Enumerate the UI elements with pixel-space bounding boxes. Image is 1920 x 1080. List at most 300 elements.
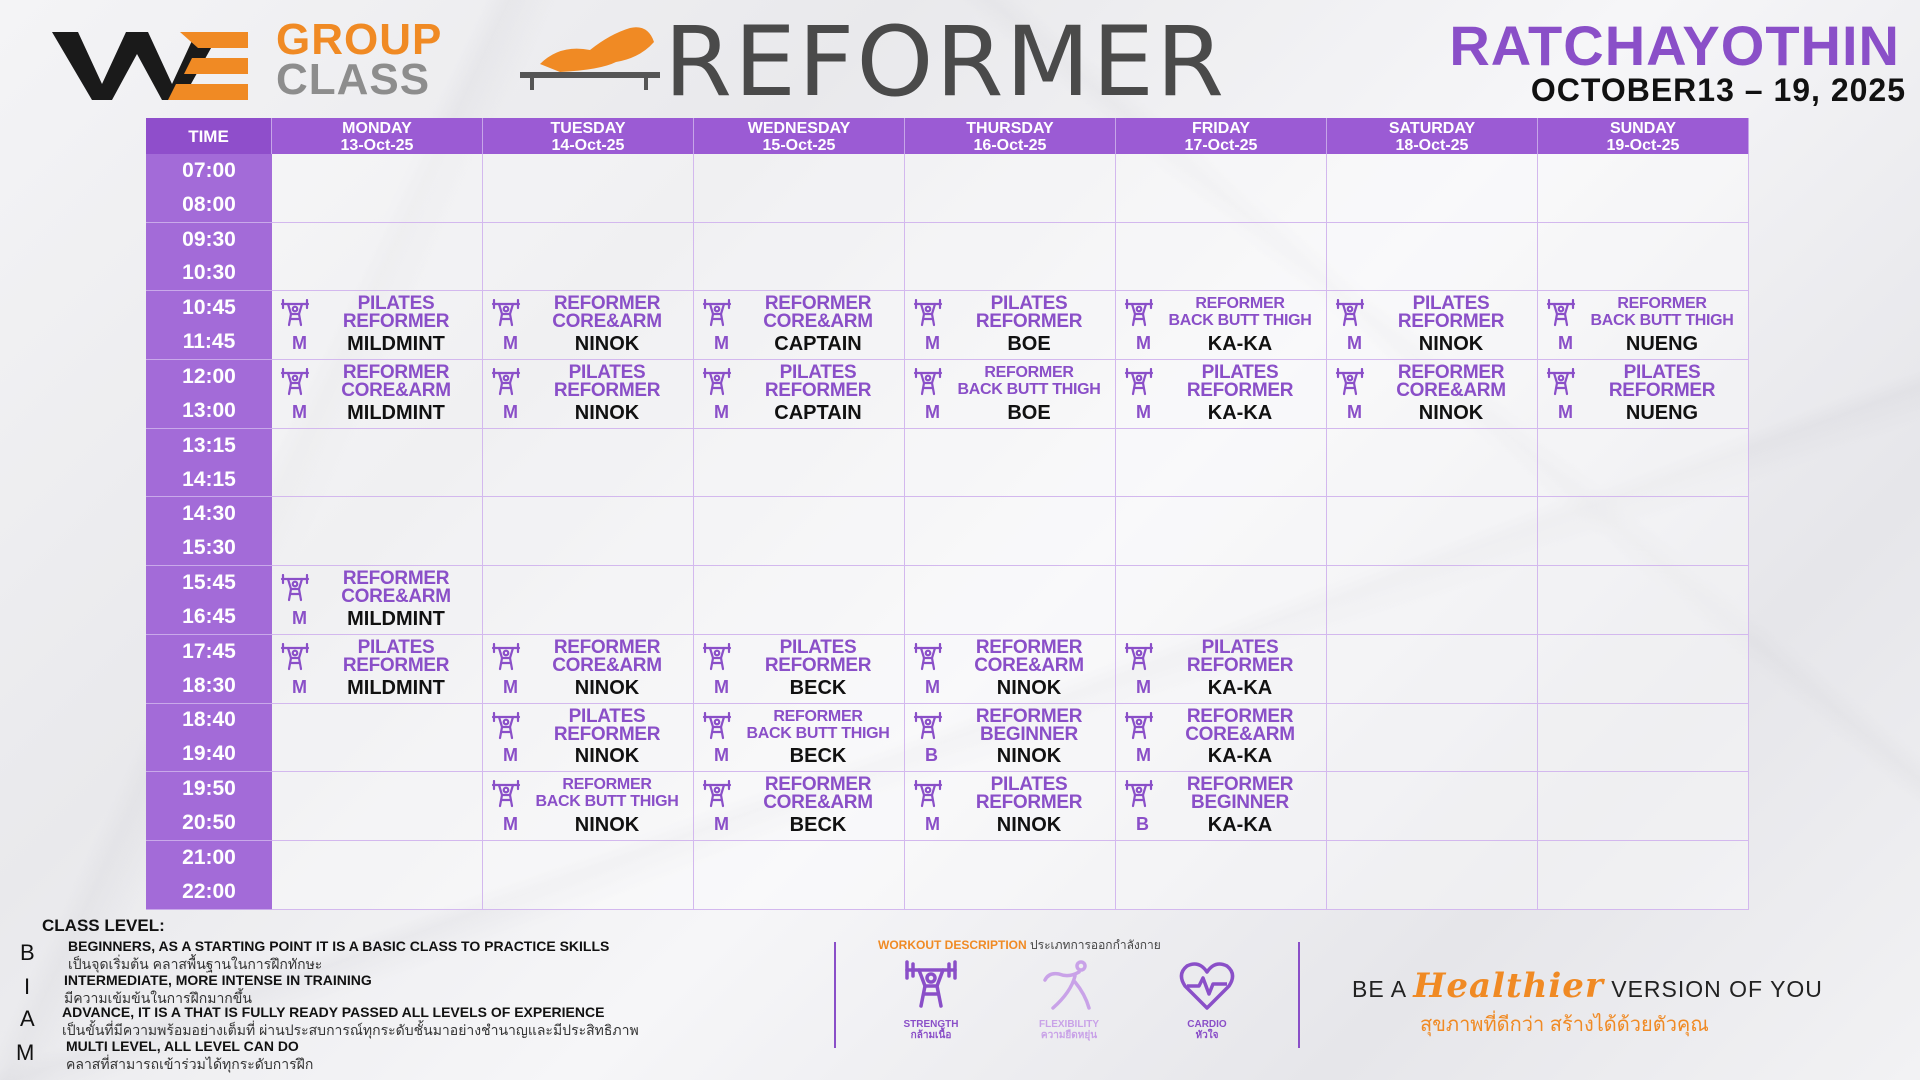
level-letter: I <box>24 974 31 999</box>
class-level: M <box>1558 401 1573 422</box>
class-name-line1: REFORMER <box>764 293 872 315</box>
class-name <box>736 364 900 400</box>
level-letter: B <box>20 940 35 965</box>
strength-icon <box>901 958 961 1014</box>
schedule-cell <box>1538 154 1749 223</box>
day-name: SUNDAY <box>1609 120 1677 137</box>
slot-end: 18:30 <box>182 673 236 697</box>
coach-name: NINOK <box>574 333 640 356</box>
class-name-line2: BACK BUTT THIGH <box>957 381 1101 399</box>
schedule-cell <box>272 223 483 292</box>
class-level: M <box>714 813 729 834</box>
schedule-cell <box>694 635 905 704</box>
class-name-line1: REFORMER <box>1397 362 1505 384</box>
coach-name: NINOK <box>574 676 640 699</box>
schedule-cell <box>905 841 1116 910</box>
coach-name: KA-KA <box>1207 333 1273 356</box>
class-name-line2: REFORMER <box>553 723 661 745</box>
schedule-cell <box>272 291 483 360</box>
schedule-cell <box>1327 360 1538 429</box>
schedule-cell <box>483 223 694 292</box>
slot-end: 15:30 <box>182 536 236 560</box>
schedule-cell <box>1327 429 1538 498</box>
strength-icon <box>913 368 943 396</box>
schedule-cell <box>905 291 1116 360</box>
schedule-cell <box>905 704 1116 773</box>
class-level: M <box>925 813 940 834</box>
coach-name: KA-KA <box>1207 813 1273 836</box>
strength-icon <box>280 299 310 327</box>
class-block[interactable] <box>905 360 1115 428</box>
day-name: FRIDAY <box>1191 120 1251 137</box>
strength-icon <box>491 368 521 396</box>
strength-icon <box>702 299 732 327</box>
class-name <box>947 705 1111 745</box>
strength-icon <box>702 780 732 808</box>
class-block[interactable] <box>1327 360 1537 428</box>
class-block[interactable] <box>272 566 482 634</box>
slot-end: 19:40 <box>182 742 236 766</box>
coach-name: MILDMINT <box>347 333 445 356</box>
coach-name: NINOK <box>574 813 640 836</box>
slogan <box>1352 966 1823 1006</box>
group-label: GROUP <box>276 15 443 64</box>
level-desc-th: เป็นจุดเริ่มต้น คลาสพื้นฐานในการฝึกทักษะ <box>68 956 323 972</box>
class-name-line1: PILATES <box>1412 293 1490 315</box>
class-level: M <box>1347 401 1362 422</box>
class-name-line2: CORE&ARM <box>974 654 1084 676</box>
coach-name: KA-KA <box>1207 745 1273 768</box>
reformer-title: REFORMER <box>664 6 1227 118</box>
time-slot <box>146 497 272 566</box>
slot-start: 17:45 <box>182 639 236 663</box>
class-name-line2: REFORMER <box>1186 654 1294 676</box>
class-level: M <box>714 676 729 697</box>
coach-name: BOE <box>1007 333 1051 356</box>
class-name-line2: CORE&ARM <box>552 654 662 676</box>
divider <box>1298 942 1300 1048</box>
schedule-cell <box>1538 360 1749 429</box>
class-name-line2: REFORMER <box>1608 380 1716 402</box>
class-block[interactable] <box>1116 291 1326 359</box>
day-header <box>1327 118 1538 154</box>
coach-name: MILDMINT <box>347 676 445 699</box>
schedule-cell <box>483 704 694 773</box>
slot-end: 13:00 <box>182 398 236 422</box>
workout-description-title <box>878 936 1161 955</box>
class-label: CLASS <box>276 55 431 104</box>
class-name-line1: PILATES <box>1201 362 1279 384</box>
level-desc-en: ADVANCE, IT IS A THAT IS FULLY READY PASSED ALL LEVELS OF EXPERIENCE <box>62 1004 605 1020</box>
class-block[interactable] <box>694 635 904 703</box>
strength-icon <box>491 643 521 671</box>
coach-name: NINOK <box>996 676 1062 699</box>
schedule-cell <box>1327 566 1538 635</box>
schedule-cell <box>1116 497 1327 566</box>
class-block[interactable] <box>272 635 482 703</box>
schedule-cell <box>694 429 905 498</box>
class-name-line2: BEGINNER <box>1191 792 1289 814</box>
strength-icon <box>491 780 521 808</box>
schedule-cell <box>483 360 694 429</box>
class-block[interactable] <box>1538 291 1748 359</box>
slot-start: 07:00 <box>182 158 236 182</box>
schedule-cell <box>905 772 1116 841</box>
class-name-line1: PILATES <box>1201 636 1279 658</box>
class-block[interactable] <box>1116 704 1326 772</box>
class-name-line1: REFORMER <box>975 636 1083 658</box>
class-block[interactable] <box>483 360 693 428</box>
class-name <box>736 636 900 676</box>
class-name-line1: PILATES <box>357 636 435 658</box>
time-slot <box>146 360 272 429</box>
schedule-cell <box>483 291 694 360</box>
class-name-line2: BACK BUTT THIGH <box>1168 312 1312 330</box>
class-name-line2: CORE&ARM <box>341 380 451 402</box>
class-block[interactable] <box>1327 291 1537 359</box>
schedule-cell <box>272 429 483 498</box>
strength-icon <box>1335 299 1365 327</box>
class-name <box>314 295 478 331</box>
slot-end: 22:00 <box>182 879 236 903</box>
slot-end: 16:45 <box>182 604 236 628</box>
level-desc-th: มีความเข้มข้นในการฝึกมากขึ้น <box>64 990 252 1006</box>
day-name: MONDAY <box>342 120 412 137</box>
schedule-cell <box>272 154 483 223</box>
coach-name: MILDMINT <box>347 607 445 630</box>
day-header <box>1538 118 1749 154</box>
class-name <box>1158 364 1322 400</box>
class-name-line1: PILATES <box>990 293 1068 315</box>
class-name-line1: PILATES <box>568 705 646 727</box>
class-name-line1: REFORMER <box>342 362 450 384</box>
level-desc-en: MULTI LEVEL, ALL LEVEL CAN DO <box>66 1038 299 1054</box>
schedule-cell <box>272 360 483 429</box>
class-block[interactable] <box>1116 360 1326 428</box>
class-level-title: CLASS LEVEL: <box>42 916 165 935</box>
class-name-line1: PILATES <box>990 774 1068 796</box>
slot-start: 15:45 <box>182 571 236 595</box>
schedule-cell <box>1116 429 1327 498</box>
coach-name: CAPTAIN <box>774 401 862 424</box>
class-name-line1: PILATES <box>568 362 646 384</box>
slogan-pre: BE A <box>1352 976 1406 1002</box>
schedule-cell <box>483 635 694 704</box>
schedule-cell <box>1116 772 1327 841</box>
coach-name: MILDMINT <box>347 401 445 424</box>
day-date: 18-Oct-25 <box>1395 137 1469 154</box>
schedule-cell <box>694 154 905 223</box>
schedule-cell <box>694 566 905 635</box>
strength-icon <box>1124 368 1154 396</box>
class-name-line1: REFORMER <box>342 568 450 590</box>
schedule-cell <box>483 429 694 498</box>
class-name-line1: REFORMER <box>764 774 872 796</box>
schedule-cell <box>272 566 483 635</box>
class-block[interactable] <box>483 704 693 772</box>
class-block[interactable] <box>272 291 482 359</box>
class-name <box>525 636 689 676</box>
schedule-cell <box>694 360 905 429</box>
class-name <box>525 705 689 745</box>
class-level: M <box>1558 333 1573 354</box>
class-name-line2: REFORMER <box>764 380 872 402</box>
schedule-cell <box>905 429 1116 498</box>
class-block[interactable] <box>1116 772 1326 840</box>
class-name-line2: REFORMER <box>975 311 1083 333</box>
level-desc-th: คลาสที่สามารถเข้าร่วมได้ทุกระดับการฝึก <box>66 1056 314 1072</box>
strength-icon <box>702 712 732 740</box>
schedule-cell <box>694 772 905 841</box>
schedule-cell <box>1116 841 1327 910</box>
coach-name: KA-KA <box>1207 676 1273 699</box>
schedule-cell <box>905 360 1116 429</box>
class-block[interactable] <box>1116 635 1326 703</box>
cardio-label-th: หัวใจ <box>1195 1030 1219 1041</box>
day-header <box>272 118 483 154</box>
coach-name: NINOK <box>574 401 640 424</box>
coach-name: NUENG <box>1625 333 1699 356</box>
slot-end: 11:45 <box>182 330 236 354</box>
day-date: 15-Oct-25 <box>762 137 836 154</box>
class-level: M <box>503 333 518 354</box>
schedule-cell <box>483 841 694 910</box>
schedule-cell <box>905 154 1116 223</box>
level-desc-en: INTERMEDIATE, MORE INTENSE IN TRAINING <box>64 972 372 988</box>
class-name-line2: REFORMER <box>764 654 872 676</box>
flexibility-label: FLEXIBILITY <box>1039 1019 1099 1030</box>
schedule-cell <box>272 704 483 773</box>
coach-name: NINOK <box>996 745 1062 768</box>
schedule-table <box>146 118 1750 910</box>
schedule-cell <box>483 772 694 841</box>
class-level: M <box>1136 676 1151 697</box>
day-date: 13-Oct-25 <box>340 137 414 154</box>
class-level: B <box>1136 813 1149 834</box>
schedule-cell <box>1538 772 1749 841</box>
class-block[interactable] <box>905 704 1115 772</box>
class-level: M <box>714 745 729 766</box>
class-level: B <box>925 745 938 766</box>
class-name-line2: CORE&ARM <box>763 311 873 333</box>
class-name-line1: PILATES <box>779 362 857 384</box>
schedule-cell <box>1116 635 1327 704</box>
reformer-machine-icon <box>520 14 660 94</box>
slogan-highlight: Healthier <box>1413 966 1604 1006</box>
slot-end: 20:50 <box>182 810 236 834</box>
class-level: M <box>292 401 307 422</box>
coach-name: NINOK <box>1418 401 1484 424</box>
time-slot <box>146 429 272 498</box>
class-name-line2: REFORMER <box>342 654 450 676</box>
level-desc-en: BEGINNERS, AS A STARTING POINT IT IS A BASIC CLASS TO PRACTICE SKILLS <box>68 938 610 954</box>
strength-icon <box>1124 712 1154 740</box>
class-name-line1: REFORMER <box>553 636 661 658</box>
class-name <box>736 295 900 331</box>
cardio-label: CARDIO <box>1187 1019 1227 1030</box>
class-level: M <box>292 676 307 697</box>
coach-name: NINOK <box>996 813 1062 836</box>
class-block[interactable] <box>483 772 693 840</box>
class-level: M <box>503 676 518 697</box>
coach-name: BECK <box>789 676 847 699</box>
class-name <box>947 636 1111 676</box>
class-level: M <box>1136 745 1151 766</box>
class-name-line1: REFORMER <box>1195 295 1285 313</box>
class-name-line1: REFORMER <box>1186 774 1294 796</box>
class-block[interactable] <box>694 291 904 359</box>
strength-icon <box>1124 299 1154 327</box>
coach-name: BECK <box>789 813 847 836</box>
class-block[interactable] <box>694 704 904 772</box>
schedule-cell <box>1116 704 1327 773</box>
coach-name: NINOK <box>574 745 640 768</box>
class-block[interactable] <box>272 360 482 428</box>
slot-start: 21:00 <box>182 845 236 869</box>
class-name <box>947 295 1111 331</box>
coach-name: BOE <box>1007 401 1051 424</box>
class-name-line2: CORE&ARM <box>341 586 451 608</box>
schedule-cell <box>905 497 1116 566</box>
slot-start: 19:50 <box>182 777 236 801</box>
level-letter: A <box>20 1006 35 1031</box>
class-block[interactable] <box>694 360 904 428</box>
class-name-line1: REFORMER <box>1186 705 1294 727</box>
class-block[interactable] <box>905 772 1115 840</box>
schedule-cell <box>1116 360 1327 429</box>
class-name-line2: BACK BUTT THIGH <box>1590 312 1734 330</box>
class-name <box>1158 636 1322 676</box>
schedule-cell <box>905 635 1116 704</box>
footer <box>0 912 1920 1080</box>
class-name <box>1158 705 1322 745</box>
schedule-cell <box>905 566 1116 635</box>
time-slot <box>146 704 272 773</box>
schedule-cell <box>694 497 905 566</box>
class-name-line1: REFORMER <box>553 293 661 315</box>
schedule-cell <box>1116 223 1327 292</box>
class-name <box>1580 295 1744 329</box>
class-name-line2: CORE&ARM <box>1185 723 1295 745</box>
schedule-cell <box>694 841 905 910</box>
schedule-cell <box>483 497 694 566</box>
class-name-line1: PILATES <box>1623 362 1701 384</box>
class-name <box>1580 364 1744 400</box>
class-name <box>947 364 1111 398</box>
class-name <box>1369 364 1533 400</box>
schedule-cell <box>905 223 1116 292</box>
day-date: 14-Oct-25 <box>551 137 625 154</box>
schedule-cell <box>272 635 483 704</box>
schedule-cell <box>483 566 694 635</box>
class-name <box>1369 295 1533 331</box>
class-level: M <box>925 401 940 422</box>
schedule-cell <box>694 704 905 773</box>
strength-icon <box>913 299 943 327</box>
schedule-cell <box>1327 841 1538 910</box>
time-slot <box>146 566 272 635</box>
slot-end: 10:30 <box>182 261 236 285</box>
branch-name: RATCHAYOTHIN <box>1449 14 1900 77</box>
class-name-line2: REFORMER <box>342 311 450 333</box>
strength-icon <box>913 780 943 808</box>
class-block[interactable] <box>483 291 693 359</box>
schedule-cell <box>1327 772 1538 841</box>
class-name-line2: BEGINNER <box>980 723 1078 745</box>
class-level: M <box>925 676 940 697</box>
schedule-cell <box>1116 566 1327 635</box>
schedule-cell <box>272 841 483 910</box>
class-level: M <box>292 333 307 354</box>
class-level: M <box>714 401 729 422</box>
slot-start: 12:00 <box>182 364 236 388</box>
strength-item <box>876 958 986 1041</box>
day-header <box>905 118 1116 154</box>
class-name <box>947 776 1111 812</box>
class-name-line1: REFORMER <box>773 707 863 725</box>
slot-start: 18:40 <box>182 708 236 732</box>
class-block[interactable] <box>905 635 1115 703</box>
day-date: 17-Oct-25 <box>1184 137 1258 154</box>
strength-icon <box>280 643 310 671</box>
time-slot <box>146 635 272 704</box>
class-level: M <box>925 333 940 354</box>
slot-start: 14:30 <box>182 502 236 526</box>
flexibility-icon <box>1039 958 1099 1014</box>
time-slot <box>146 154 272 223</box>
class-block[interactable] <box>483 635 693 703</box>
strength-label-th: กล้ามเนื้อ <box>910 1030 952 1041</box>
class-name-line2: CORE&ARM <box>763 792 873 814</box>
schedule-cell <box>694 223 905 292</box>
class-block[interactable] <box>694 772 904 840</box>
strength-icon <box>702 368 732 396</box>
time-slot <box>146 772 272 841</box>
class-name-line1: PILATES <box>779 636 857 658</box>
class-block[interactable] <box>1538 360 1748 428</box>
class-block[interactable] <box>905 291 1115 359</box>
day-name: THURSDAY <box>966 120 1054 137</box>
class-level: M <box>503 745 518 766</box>
schedule-cell <box>694 291 905 360</box>
workout-title-en: WORKOUT DESCRIPTION <box>878 938 1027 952</box>
strength-icon <box>913 643 943 671</box>
class-name <box>736 708 900 742</box>
day-name: SATURDAY <box>1388 120 1476 137</box>
class-name-line2: BACK BUTT THIGH <box>535 793 679 811</box>
time-header: TIME <box>146 118 272 154</box>
level-letter: M <box>16 1040 35 1065</box>
day-date: 16-Oct-25 <box>973 137 1047 154</box>
class-name-line2: CORE&ARM <box>1396 380 1506 402</box>
slot-end: 14:15 <box>182 467 236 491</box>
class-name-line2: CORE&ARM <box>552 311 662 333</box>
class-name-line1: PILATES <box>357 293 435 315</box>
class-name-line1: REFORMER <box>1617 295 1707 313</box>
class-name <box>1158 776 1322 812</box>
slot-start: 13:15 <box>182 433 236 457</box>
day-header <box>483 118 694 154</box>
class-name-line2: REFORMER <box>553 380 661 402</box>
slot-start: 10:45 <box>182 296 236 320</box>
schedule-cell <box>1327 497 1538 566</box>
schedule-cell <box>1538 497 1749 566</box>
day-date: 19-Oct-25 <box>1606 137 1680 154</box>
strength-icon <box>491 712 521 740</box>
slogan-post: VERSION OF YOU <box>1611 976 1823 1002</box>
class-name <box>314 636 478 676</box>
level-desc-th: เป็นขั้นที่มีความพร้อมอย่างเต็มที่ ผ่านประสบการณ์ทุกระดับชั้นมาอย่างชำนาญและมีประสิทธิภาพ <box>62 1022 639 1038</box>
